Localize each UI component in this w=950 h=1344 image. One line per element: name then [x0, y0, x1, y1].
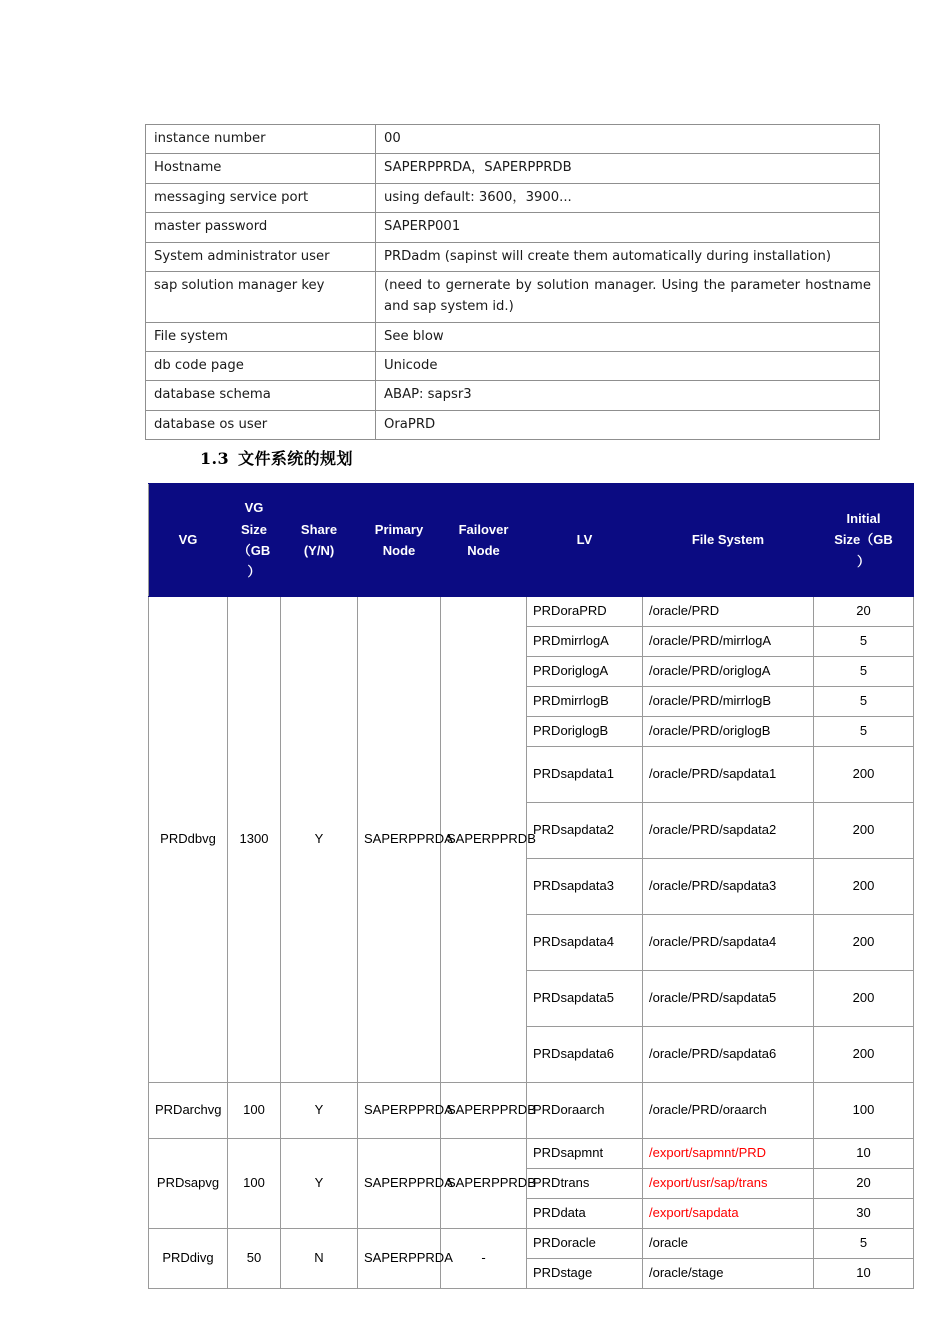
primary-node-cell: SAPERPPRDA — [358, 597, 441, 1083]
lv-name-cell: PRDoracle — [527, 1229, 643, 1259]
vg-size-cell: 100 — [228, 1139, 281, 1229]
file-system-path-cell: /oracle/PRD — [643, 597, 814, 627]
installation-parameters-table — [145, 124, 880, 440]
lv-name-cell: PRDoriglogB — [527, 717, 643, 747]
file-system-path-cell: /oracle/PRD/sapdata5 — [643, 971, 814, 1027]
fs-column-header: VG — [149, 484, 228, 597]
file-system-path-cell: /oracle/PRD/sapdata2 — [643, 803, 814, 859]
fs-table-head — [149, 484, 914, 597]
params-table-row — [146, 183, 880, 212]
lv-name-cell: PRDsapdata1 — [527, 747, 643, 803]
file-system-path-cell: /oracle/PRD/origlogA — [643, 657, 814, 687]
lv-name-cell: PRDmirrlogA — [527, 627, 643, 657]
params-table-row — [146, 242, 880, 271]
initial-size-cell: 200 — [814, 803, 914, 859]
params-table-row — [146, 322, 880, 351]
initial-size-cell: 5 — [814, 627, 914, 657]
initial-size-cell: 20 — [814, 1169, 914, 1199]
params-table-row — [146, 410, 880, 439]
fs-table-body — [149, 597, 914, 1289]
params-table-row — [146, 352, 880, 381]
param-value: PRDadm (sapinst will create them automatically during installation) — [376, 242, 880, 271]
vg-share-cell: Y — [281, 1139, 358, 1229]
lv-name-cell: PRDtrans — [527, 1169, 643, 1199]
primary-node-cell: SAPERPPRDA — [358, 1083, 441, 1139]
primary-node-cell: SAPERPPRDA — [358, 1139, 441, 1229]
param-key: System administrator user — [146, 242, 376, 271]
param-key: master password — [146, 213, 376, 242]
vg-share-cell: N — [281, 1229, 358, 1289]
failover-node-cell: SAPERPPRDB — [441, 597, 527, 1083]
initial-size-cell: 100 — [814, 1083, 914, 1139]
failover-node-cell: SAPERPPRDB — [441, 1083, 527, 1139]
vg-name-cell: PRDdivg — [149, 1229, 228, 1289]
param-value: SAPERPPRDA，SAPERPPRDB — [376, 154, 880, 183]
param-key: instance number — [146, 125, 376, 154]
initial-size-cell: 10 — [814, 1259, 914, 1289]
initial-size-cell: 5 — [814, 717, 914, 747]
vg-size-cell: 50 — [228, 1229, 281, 1289]
param-key: File system — [146, 322, 376, 351]
initial-size-cell: 10 — [814, 1139, 914, 1169]
fs-table-row — [149, 597, 914, 627]
vg-share-cell: Y — [281, 597, 358, 1083]
initial-size-cell: 30 — [814, 1199, 914, 1229]
params-table-row — [146, 271, 880, 322]
fs-column-header: File System — [643, 484, 814, 597]
failover-node-cell: - — [441, 1229, 527, 1289]
param-key: messaging service port — [146, 183, 376, 212]
file-system-path-cell: /oracle/PRD/sapdata1 — [643, 747, 814, 803]
vg-size-cell: 1300 — [228, 597, 281, 1083]
initial-size-cell: 200 — [814, 1027, 914, 1083]
file-system-path-cell: /export/usr/sap/trans — [643, 1169, 814, 1199]
lv-name-cell: PRDoraarch — [527, 1083, 643, 1139]
fs-column-header: Share (Y/N) — [281, 484, 358, 597]
fs-table-row — [149, 1083, 914, 1139]
param-value: 00 — [376, 125, 880, 154]
initial-size-cell: 200 — [814, 859, 914, 915]
fs-column-header: Failover Node — [441, 484, 527, 597]
fs-column-header: Primary Node — [358, 484, 441, 597]
lv-name-cell: PRDoriglogA — [527, 657, 643, 687]
file-system-path-cell: /export/sapdata — [643, 1199, 814, 1229]
vg-name-cell: PRDsapvg — [149, 1139, 228, 1229]
lv-name-cell: PRDsapdata5 — [527, 971, 643, 1027]
initial-size-cell: 5 — [814, 657, 914, 687]
vg-size-cell: 100 — [228, 1083, 281, 1139]
param-key: database schema — [146, 381, 376, 410]
param-value: ABAP: sapsr3 — [376, 381, 880, 410]
param-value: using default: 3600，3900... — [376, 183, 880, 212]
param-key: db code page — [146, 352, 376, 381]
file-system-path-cell: /oracle/PRD/mirrlogA — [643, 627, 814, 657]
lv-name-cell: PRDsapdata4 — [527, 915, 643, 971]
lv-name-cell: PRDstage — [527, 1259, 643, 1289]
params-table-row — [146, 125, 880, 154]
param-key: Hostname — [146, 154, 376, 183]
lv-name-cell: PRDdata — [527, 1199, 643, 1229]
fs-column-header: VG Size （GB ） — [228, 484, 281, 597]
param-value: OraPRD — [376, 410, 880, 439]
params-table-row — [146, 154, 880, 183]
file-system-path-cell: /oracle/stage — [643, 1259, 814, 1289]
file-system-path-cell: /oracle/PRD/sapdata4 — [643, 915, 814, 971]
param-value: Unicode — [376, 352, 880, 381]
file-system-path-cell: /oracle/PRD/sapdata6 — [643, 1027, 814, 1083]
file-system-path-cell: /oracle/PRD/sapdata3 — [643, 859, 814, 915]
failover-node-cell: SAPERPPRDB — [441, 1139, 527, 1229]
initial-size-cell: 20 — [814, 597, 914, 627]
params-table-body — [146, 125, 880, 440]
param-value: (need to gernerate by solution manager. Using the parameter hostname and sap system id.) — [376, 271, 880, 322]
initial-size-cell: 200 — [814, 971, 914, 1027]
section-title: 文件系统的规划 — [238, 449, 353, 468]
params-table-row — [146, 213, 880, 242]
file-system-path-cell: /oracle/PRD/oraarch — [643, 1083, 814, 1139]
param-value: See blow — [376, 322, 880, 351]
lv-name-cell: PRDsapmnt — [527, 1139, 643, 1169]
fs-column-header: Initial Size（GB ） — [814, 484, 914, 597]
section-heading — [200, 446, 353, 469]
initial-size-cell: 200 — [814, 747, 914, 803]
vg-name-cell: PRDdbvg — [149, 597, 228, 1083]
param-value: SAPERP001 — [376, 213, 880, 242]
lv-name-cell: PRDsapdata2 — [527, 803, 643, 859]
initial-size-cell: 200 — [814, 915, 914, 971]
vg-name-cell: PRDarchvg — [149, 1083, 228, 1139]
lv-name-cell: PRDoraPRD — [527, 597, 643, 627]
lv-name-cell: PRDmirrlogB — [527, 687, 643, 717]
file-system-path-cell: /oracle/PRD/mirrlogB — [643, 687, 814, 717]
file-system-path-cell: /oracle/PRD/origlogB — [643, 717, 814, 747]
param-key: sap solution manager key — [146, 271, 376, 322]
fs-column-header: LV — [527, 484, 643, 597]
file-system-path-cell: /oracle — [643, 1229, 814, 1259]
param-key: database os user — [146, 410, 376, 439]
filesystem-planning-table — [148, 483, 914, 1289]
fs-table-header-row — [149, 484, 914, 597]
params-table-row — [146, 381, 880, 410]
vg-share-cell: Y — [281, 1083, 358, 1139]
file-system-path-cell: /export/sapmnt/PRD — [643, 1139, 814, 1169]
initial-size-cell: 5 — [814, 687, 914, 717]
lv-name-cell: PRDsapdata6 — [527, 1027, 643, 1083]
primary-node-cell: SAPERPPRDA — [358, 1229, 441, 1289]
lv-name-cell: PRDsapdata3 — [527, 859, 643, 915]
fs-table-row — [149, 1229, 914, 1259]
initial-size-cell: 5 — [814, 1229, 914, 1259]
section-number: 1.3 — [200, 449, 230, 468]
fs-table-row — [149, 1139, 914, 1169]
